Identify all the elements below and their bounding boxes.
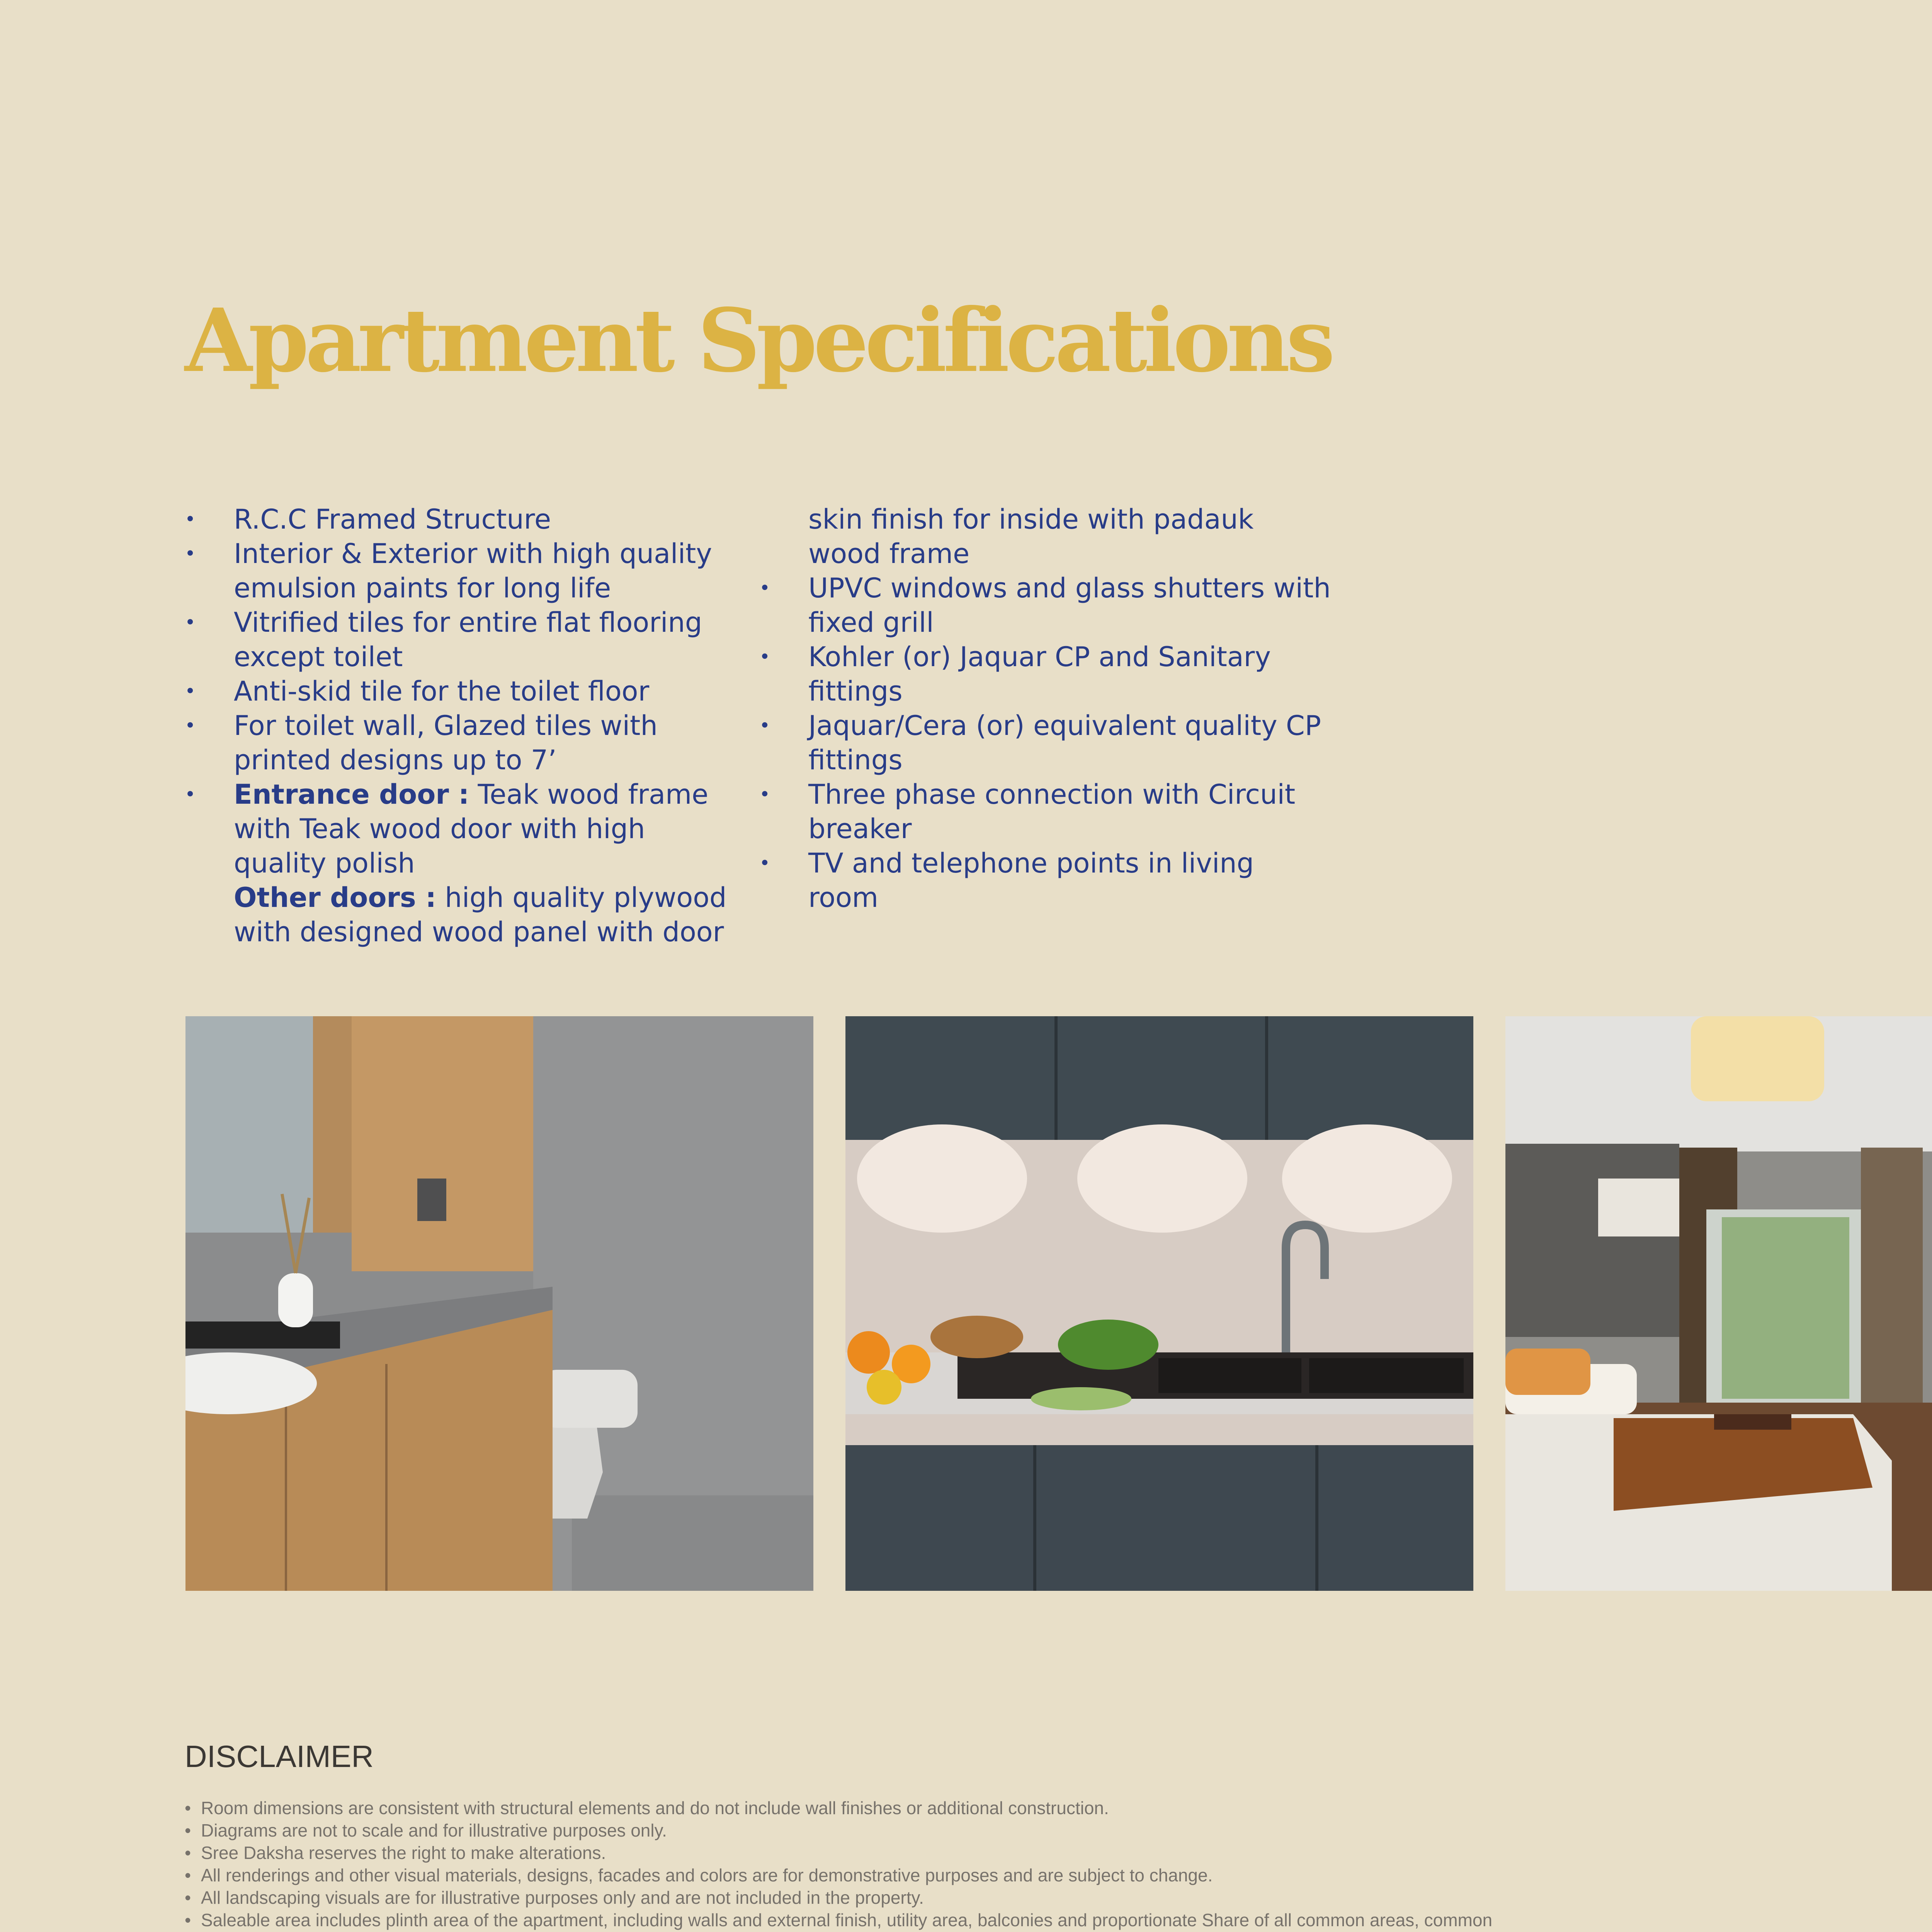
spec-item (185, 502, 733, 537)
spec-item (759, 846, 1331, 915)
spec-item-text: Interior & Exterior with high quality emulsion paints for long life (234, 538, 712, 604)
spec-item (759, 709, 1331, 777)
disclaimer-item: • Room dimensions are consistent with structural elements and do not include wall finishes or additional construction. (185, 1797, 1498, 1819)
spec-item-text: high quality plywood with designed wood panel with door (234, 882, 727, 948)
specs-column-left (185, 502, 733, 949)
spec-item-text: For toilet wall, Glazed tiles with printed designs up to 7’ (234, 710, 658, 776)
spec-item-text: Three phase connection with Circuit breaker (808, 779, 1296, 845)
kitchen-photo (845, 1016, 1473, 1591)
spec-item-text: skin finish for inside with padauk wood frame (808, 503, 1254, 570)
bedroom-photo (1505, 1016, 1932, 1591)
disclaimer-item: • All landscaping visuals are for illustrative purposes only and are not included in the property. (185, 1886, 1498, 1909)
spec-item-label: Entrance door : (234, 779, 469, 810)
disclaimer-title: DISCLAIMER (185, 1739, 374, 1774)
specs-column-right (759, 502, 1331, 915)
bathroom-photo (185, 1016, 813, 1591)
spec-item (185, 777, 733, 881)
spec-item-text: Anti-skid tile for the toilet floor (234, 675, 650, 707)
disclaimer-item: • Sree Daksha reserves the right to make alterations. (185, 1842, 1498, 1864)
spec-item (759, 502, 1331, 571)
spec-item (185, 674, 733, 709)
spec-item (759, 571, 1331, 640)
spec-item-text: Teak wood frame with Teak wood door with high quality polish (234, 779, 709, 879)
spec-item (185, 709, 733, 777)
spec-item-text: Jaquar/Cera (or) equivalent quality CP fittings (808, 710, 1321, 776)
disclaimer-list (185, 1797, 1498, 1932)
spec-item (759, 640, 1331, 709)
spec-item (759, 777, 1331, 846)
spec-item-text: UPVC windows and glass shutters with fixed grill (808, 572, 1331, 638)
disclaimer-item: • All renderings and other visual materials, designs, facades and colors are for demonstrative purposes and are subject to change. (185, 1864, 1498, 1886)
spec-item-label: Other doors : (234, 882, 437, 913)
spec-item-text: R.C.C Framed Structure (234, 503, 551, 535)
disclaimer-item: • Saleable area includes plinth area of the apartment, including walls and external finish, utility area, balconies and proportionate Share of all common areas, common (185, 1909, 1498, 1932)
spec-item-text: Vitrified tiles for entire flat flooring except toilet (234, 607, 702, 673)
spec-item (185, 537, 733, 605)
spec-item-text: TV and telephone points in living room (808, 847, 1254, 913)
disclaimer-item: • Diagrams are not to scale and for illustrative purposes only. (185, 1819, 1498, 1842)
page-title: Apartment Specifications (185, 290, 1332, 392)
spec-item-text: Kohler (or) Jaquar CP and Sanitary fittings (808, 641, 1271, 707)
spec-item (185, 605, 733, 674)
spec-item (185, 881, 733, 949)
